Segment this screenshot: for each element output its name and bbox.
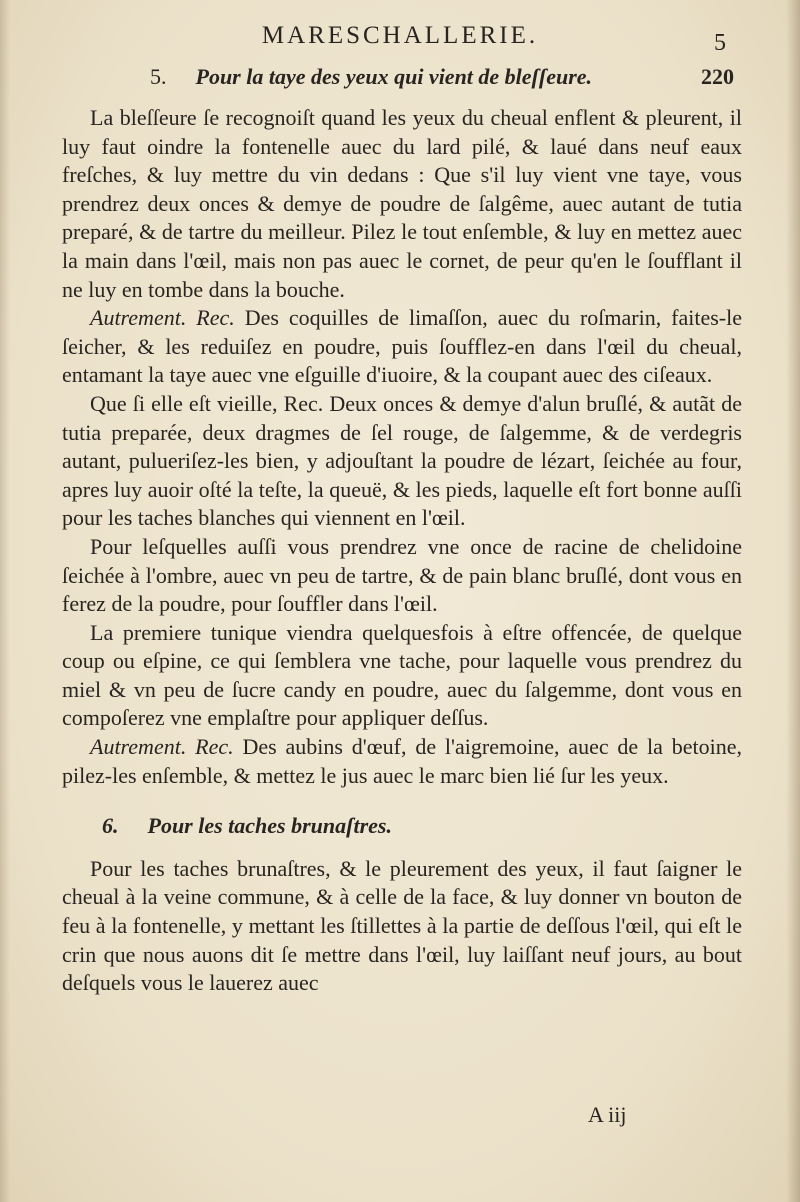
running-title: MARESCHALLERIE. [261,22,539,49]
paragraph-text: Des coquilles de limaſſon, auec du roſmarin, faites-le ſeicher, & les reduiſez en poudre, puis ſoufflez-en dans l'œil du cheual, entamant la taye auec vne eſguille d'iuoire, & la coupant auec des ciſeaux. [62,305,742,388]
subsection-title: Pour les taches brunaſtres. [147,813,392,839]
paragraph-lead: Autrement. Rec. [90,734,234,760]
page-number: 220 [701,64,734,89]
paragraph-text: La premiere tunique viendra quelquesfois à eſtre offencée, de quelque coup ou eſpine, ce qui ſemblera vne tache, pour laquelle vous prendrez du miel & vn peu de ſucre candy en poudre, auec du ſalgemme, dont vous en compoſerez vne emplaſtre pour appliquer deſſus. [62,619,742,731]
paragraph-text: Des aubins d'œuf, de l'aigremoine, auec de la betoine, pilez-les enſemble, & mettez le jus auec le marc bien lié ſur les yeux. [62,734,743,788]
paragraph [62,619,742,733]
paragraph [62,304,742,390]
paragraph-text: Pour les taches brunaſtres, & le pleurement des yeux, il faut ſaigner le cheual à la veine commune, & à celle de la face, & luy donner vn bouton de feu à la fontenelle, y mettant les ſtillettes à la partie de deſſous l'œil, qui eſt le crin que nous auons dit ſe mettre dans l'œil, luy laiſſant neuf jours, au bout deſquels vous le lauerez auec [62,855,742,996]
paragraph-text: Pour leſquelles auſſi vous prendrez vne once de racine de chelidoine ſeichée à l'ombre, auec vn peu de tartre, & de pain blanc bruſlé, dont vous en ferez de la poudre, pour ſouffler dans l'œil. [62,533,742,617]
paragraph-lead: Autrement. Rec. [90,305,235,331]
section-title: Pour la taye des yeux qui vient de bleſſeure. [195,64,593,89]
signature-mark: A iij [588,1102,627,1127]
page-edge-shadow [786,0,800,1202]
paragraph-text: La bleſſeure ſe recognoiſt quand les yeux du cheual enflent & pleurent, il luy faut oindre la fontenelle auec du lard pilé, & laué dans neuf eaux freſches, & luy mettre du vin dedans : Que s'il luy vient vne taye, vous prendrez deux onces & demye de poudre de ſalgême, auec autant de tutia preparé, & de tartre du meilleur. Pilez le tout enſemble, & luy en mettez auec la main dans l'œil, mais non pas auec le cornet, de peur qu'en le ſoufflant il ne luy en tombe dans la bouche. [62,105,742,302]
section-number: 5. [150,64,167,89]
paragraph-text: Que ſi elle eſt vieille, Rec. Deux onces & demye d'alun bruſlé, & autãt de tutia preparée, deux dragmes de ſel rouge, de ſalgemme, & de verdegris autant, pulueriſez-les bien, y adjouſtant la poudre de lézart, ſeichée au four, apres luy auoir oſté la teſte, la queuë, & les pieds, laquelle eſt fort bonne auſſi pour les taches blanches qui viennent en l'œil. [62,390,742,531]
paragraph [62,533,742,619]
section-heading [150,64,734,90]
paragraph [62,855,742,998]
subsection-heading [102,812,742,841]
subsection-number: 6. [102,813,119,839]
paragraph [62,104,742,304]
folio-mark: 5 [714,30,726,56]
binding-shadow [0,0,10,1202]
paragraph [62,733,742,790]
paragraph [62,390,742,533]
body-text [62,104,742,998]
